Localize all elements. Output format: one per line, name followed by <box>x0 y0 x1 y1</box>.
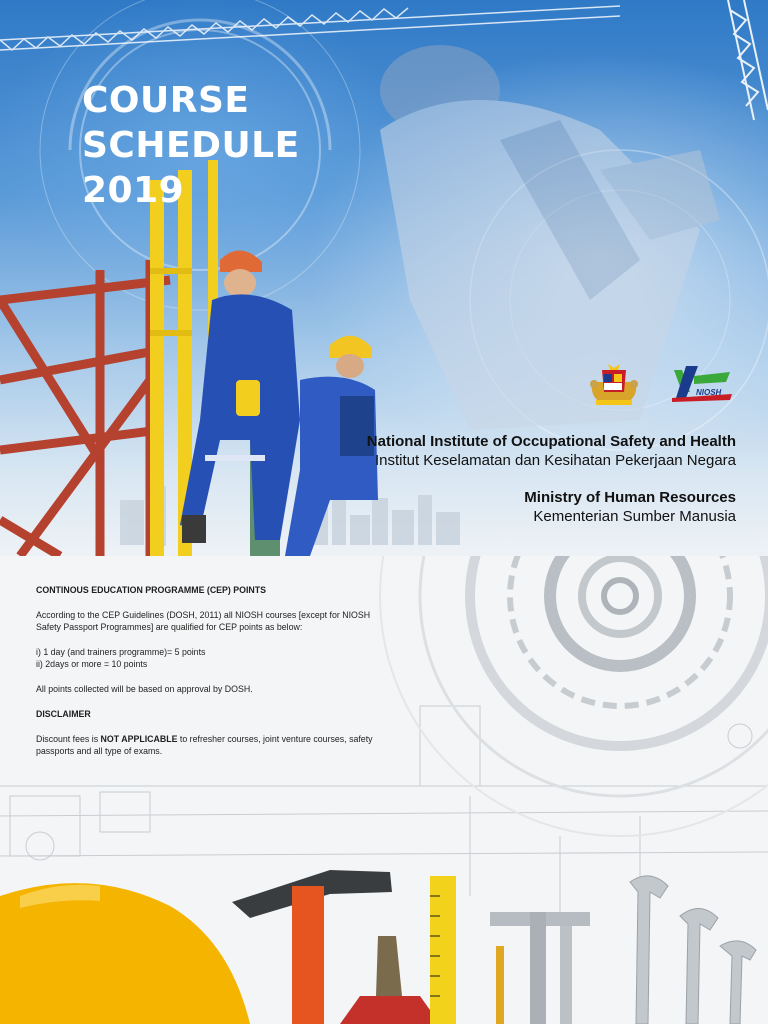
measuring-tape <box>430 876 456 1024</box>
pliers <box>340 936 440 1024</box>
cover-title-line: SCHEDULE <box>82 125 300 166</box>
pencil <box>496 946 504 1024</box>
worker-orange-helmet <box>180 250 300 543</box>
ministry-name-en: Ministry of Human Resources <box>524 489 736 506</box>
disclaimer-text-start: Discount fees is <box>36 734 101 744</box>
organization-name <box>367 432 736 470</box>
crane-truss <box>0 6 620 50</box>
cep-heading: CONTINOUS EDUCATION PROGRAMME (CEP) POINTS <box>36 585 267 595</box>
steel-frame <box>0 260 170 556</box>
disclaimer-text-end: to refresher courses, joint venture courses, safety passports and all type of exams. <box>36 734 373 756</box>
cover-title <box>82 78 300 213</box>
cep-points-list <box>36 646 396 670</box>
organization-name-ms: Institut Keselamatan dan Kesihatan Pekerjaan Negara <box>374 452 736 469</box>
crane-mast <box>728 0 768 120</box>
caliper <box>490 912 590 1024</box>
cep-point-item: i) 1 day (and trainers programme)= 5 points <box>36 647 206 657</box>
ministry-name-ms: Kementerian Sumber Manusia <box>533 508 736 525</box>
cover-title-line: COURSE <box>82 80 250 121</box>
cep-note: All points collected will be based on approval by DOSH. <box>36 684 253 694</box>
ministry-name <box>524 488 736 526</box>
cep-point-item: ii) 2days or more = 10 points <box>36 659 148 669</box>
gear-rings <box>380 556 768 836</box>
wrenches <box>630 876 756 1024</box>
hard-hat <box>0 883 250 1024</box>
info-text <box>36 584 396 757</box>
organization-name-en: National Institute of Occupational Safety and Health <box>366 433 736 450</box>
disclaimer-text <box>36 733 396 757</box>
malaysia-crest-logo <box>588 362 640 406</box>
disclaimer-heading: DISCLAIMER <box>36 709 91 719</box>
info-section <box>0 556 768 1024</box>
niosh-logo <box>668 364 736 404</box>
niosh-logo-label: NIOSH <box>696 388 722 397</box>
disclaimer-emphasis: NOT APPLICABLE <box>100 734 178 744</box>
cep-intro: According to the CEP Guidelines (DOSH, 2011) all NIOSH courses [except for NIOSH Safety Passport Programmes] are qualified for CEP points as below: <box>36 610 371 632</box>
logo-group <box>588 362 738 406</box>
cover-title-line: 2019 <box>82 170 185 211</box>
